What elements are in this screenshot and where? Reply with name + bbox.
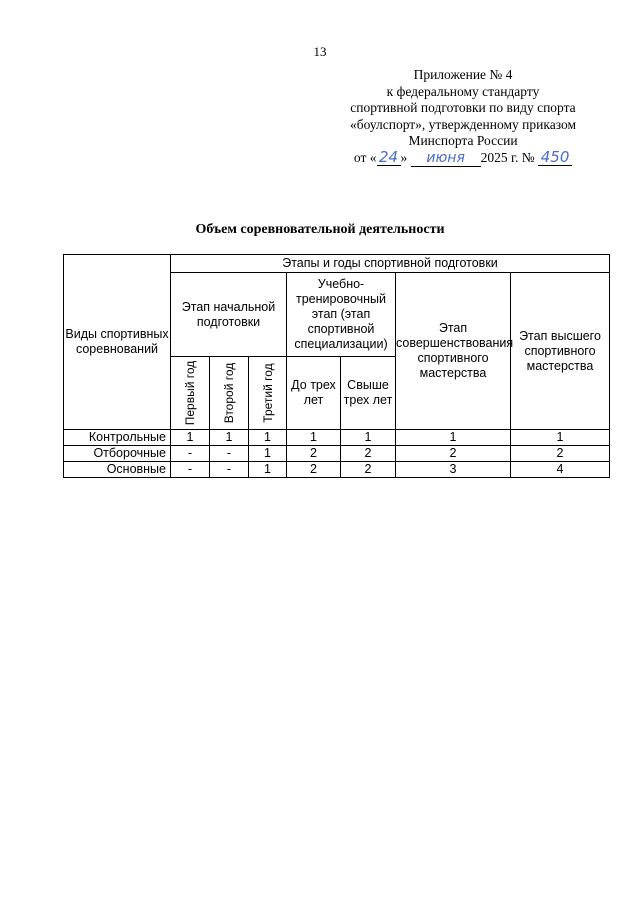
table-cell: 2 — [396, 446, 511, 462]
corner-header: Виды спортивных соревнований — [64, 255, 171, 430]
table-row — [64, 446, 610, 462]
appendix-block — [313, 67, 613, 167]
table-cell: 1 — [249, 446, 287, 462]
table-row — [64, 462, 610, 478]
table-cell: 1 — [210, 430, 249, 446]
table-cell: 2 — [341, 446, 396, 462]
table-cell: 1 — [511, 430, 610, 446]
date-mid: » — [400, 149, 408, 165]
year-first-header — [171, 357, 210, 430]
stage-initial-header: Этап начальной подготовки — [171, 273, 287, 357]
table-cell: 1 — [287, 430, 341, 446]
table-cell: - — [210, 446, 249, 462]
table-cell: 1 — [249, 462, 287, 478]
table-cell: 1 — [171, 430, 210, 446]
table-cell: 2 — [287, 462, 341, 478]
table-cell: 1 — [341, 430, 396, 446]
stage-improvement-header: Этап совершенствования спортивного мастерства — [396, 273, 511, 430]
table-cell: 2 — [511, 446, 610, 462]
appendix-title: Приложение № 4 — [413, 67, 513, 82]
table-cell: 2 — [341, 462, 396, 478]
stage-training-header: Учебно-тренировочный этап (этап спортивной специализации) — [287, 273, 396, 357]
table-cell: - — [210, 462, 249, 478]
row-label: Отборочные — [64, 446, 171, 462]
table-cell: - — [171, 446, 210, 462]
table-cell: - — [171, 462, 210, 478]
appendix-line: к федеральному стандарту — [386, 83, 540, 99]
table-cell: 3 — [396, 462, 511, 478]
table-cell: 2 — [287, 446, 341, 462]
page-number: 13 — [313, 44, 327, 59]
appendix-line: «боулспорт», утвержденному приказом — [349, 116, 576, 132]
appendix-line: спортивной подготовки по виду спорта — [350, 100, 576, 115]
handwritten-month: июня — [411, 151, 481, 167]
year-second-header — [210, 357, 249, 430]
table-cell: 4 — [511, 462, 610, 478]
stage-highest-header: Этап высшего спортивного мастерства — [511, 273, 610, 430]
date-prefix: от « — [353, 149, 377, 165]
row-label: Основные — [64, 462, 171, 478]
appendix-line: Минспорта России — [408, 133, 518, 148]
year-text: 2025 г. № — [480, 149, 535, 165]
up-to-three-years-header: До трех лет — [287, 357, 341, 430]
year-third-label: Третий год — [260, 363, 275, 423]
handwritten-day: 24 — [377, 150, 401, 166]
row-label: Контрольные — [64, 430, 171, 446]
order-date-line — [313, 147, 613, 167]
table-cell: 1 — [396, 430, 511, 446]
competition-volume-table — [63, 254, 610, 478]
year-third-header — [249, 357, 287, 430]
table-cell: 1 — [249, 430, 287, 446]
table-row — [64, 430, 610, 446]
document-title: Объем соревновательной деятельности — [195, 222, 445, 237]
handwritten-order-number: 450 — [538, 150, 572, 166]
stages-header: Этапы и годы спортивной подготовки — [171, 255, 610, 273]
year-first-label: Первый год — [183, 360, 197, 426]
over-three-years-header: Свыше трех лет — [341, 357, 396, 430]
year-second-label: Второй год — [222, 362, 236, 424]
